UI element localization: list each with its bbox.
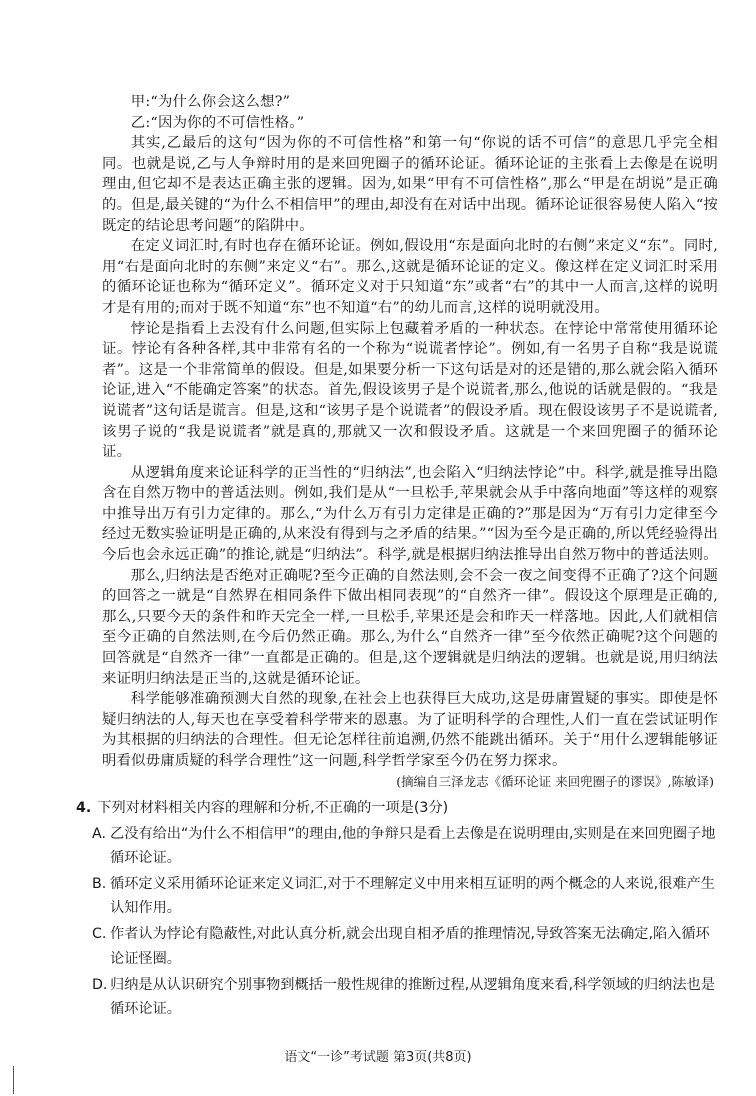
passage-paragraph: 那么,归纳法是否绝对正确呢?至今正确的自然法则,会不会一夜之间变得不正确了?这个问题的回答之一就是“自然界在相同条件下做出相同表现”的“自然齐一律”。假设这个原理是正确的,那么,只要今天的条件和昨天完全一样,一旦松手,苹果还是会和昨天一样落地。因此,人们就相信至今正确的自然法则,在今后仍然正确。那么,为什么“自然齐一律”至今依然正确呢?这个问题的回答就是“自然齐一律”一直都是正确的。但是,这个逻辑就是归纳法的逻辑。也就是说,用归纳法来证明归纳法是正当的,这就是循环论证。: [102, 567, 718, 687]
option-letter: B.: [92, 876, 107, 892]
passage-paragraph: 乙:“因为你的不可信性格。”: [130, 114, 305, 131]
option-c[interactable]: [92, 922, 720, 970]
passage-paragraph: 其实,乙最后的这句“因为你的不可信性格”和第一句“你说的话不可信”的意思几乎完全相同。也就是说,乙与人争辩时用的是来回兜圈子的循环论证。循环论证的主张看上去像是在说明理由,但它却不是表达正确主张的逻辑。因为,如果“甲有不可信性格”,那么“甲是在胡说”是正确的。但是,最关键的“为什么不相信甲”的理由,却没有在对话中出现。循环论证很容易使人陷入“按既定的结论思考问题”的陷阱中。: [102, 135, 718, 234]
question-stem: [76, 796, 720, 820]
question-4: [76, 796, 720, 1022]
page-footer: 语文“一诊”考试题 第3页(共8页): [284, 1050, 472, 1065]
question-text: 下列对材料相关内容的理解和分析,不正确的一项是(3分): [97, 799, 449, 816]
option-text: 作者认为悖论有隐蔽性,对此认真分析,就会出现自相矛盾的推理情况,导致答案无法确定,陷入循环论证怪圈。: [110, 926, 710, 967]
option-letter: C.: [92, 926, 107, 943]
option-letter: A.: [92, 825, 106, 842]
source-citation: (摘编自三泽龙志《循环论证 来回兜圈子的谬误》,陈敏译): [396, 773, 714, 789]
passage-paragraph: 甲:“为什么你会这么想?”: [130, 94, 291, 110]
option-text: 循环定义采用循环论证来定义词汇,对于不理解定义中用来相互证明的两个概念的人来说,很难产生认知作用。: [110, 876, 715, 917]
option-text: 乙没有给出“为什么不相信甲”的理由,他的争辩只是看上去像是在说明理由,实则是在来回兜圈子地循环论证。: [110, 825, 716, 866]
option-text: 归纳是从认识研究个别事物到概括一般性规律的推断过程,从逻辑角度来看,科学领域的归纳法也是循环论证。: [110, 976, 715, 1018]
passage-paragraph: 悖论是指看上去没有什么问题,但实际上包藏着矛盾的一种状态。在悖论中常常使用循环论证。悖论有各种各样,其中非常有名的一个称为“说谎者悖论”。例如,有一名男子自称“我是说谎者”。这是一个非常简单的假设。但是,如果要分析一下这句话是对的还是错的,那么就会陷入循环论证,进入“不能确定答案”的状态。首先,假设该男子是个说谎者,那么,他说的话就是假的。“我是说谎者”这句话是谎言。但是,这和“该男子是个说谎者”的假设矛盾。现在假设该男子不是说谎者,该男子说的“我是说谎者”就是真的,那就又一次和假设矛盾。这就是一个来回兜圈子的循环论证。: [102, 320, 718, 461]
question-number: 4.: [76, 799, 92, 816]
option-letter: D.: [92, 976, 108, 993]
passage-paragraph: 在定义词汇时,有时也存在循环论证。例如,假设用“东是面向北时的右侧”来定义“东”。同时,用“右是面向北时的东侧”来定义“右”。那么,这就是循环论证的定义。像这样在定义词汇时采用的循环论证也称为“循环定义”。循环定义对于只知道“东”或者“右”的其中一人而言,这样的说明才是有用的;而对于既不知道“东”也不知道“右”的幼儿而言,这样的说明就没用。: [102, 238, 718, 316]
option-d[interactable]: [92, 973, 720, 1021]
option-a[interactable]: [92, 822, 720, 870]
exam-page: [76, 92, 718, 1021]
passage-paragraph: 从逻辑角度来论证科学的正当性的“归纳法”,也会陷入“归纳法悖论”中。科学,就是推导出隐含在自然万物中的普适法则。例如,我们是从“一旦松手,苹果就会从手中落向地面”等这样的观察中推导出万有引力定律的。那么,“为什么万有引力定律是正确的?”那是因为“万有引力定律至今经过无数实验证明是正确的,从来没有得到与之矛盾的结果。”“因为至今是正确的,所以凭经验得出今后也会永远正确”的推论,就是“归纳法”。科学,就是根据归纳法推导出自然万物中的普适法则。: [102, 464, 718, 564]
option-b[interactable]: [92, 872, 720, 920]
reading-passage: [102, 92, 718, 772]
margin-line: [13, 1066, 14, 1094]
passage-paragraph: 科学能够准确预测大自然的现象,在社会上也获得巨大成功,这是毋庸置疑的事实。即使是怀疑归纳法的人,每天也在享受着科学带来的恩惠。为了证明科学的合理性,人们一直在尝试证明作为其根据的归纳法的合理性。但无论怎样往前追溯,仍然不能跳出循环。关于“用什么逻辑能够证明看似毋庸质疑的科学合理性”这一问题,科学哲学家至今仍在努力探求。: [102, 691, 718, 769]
